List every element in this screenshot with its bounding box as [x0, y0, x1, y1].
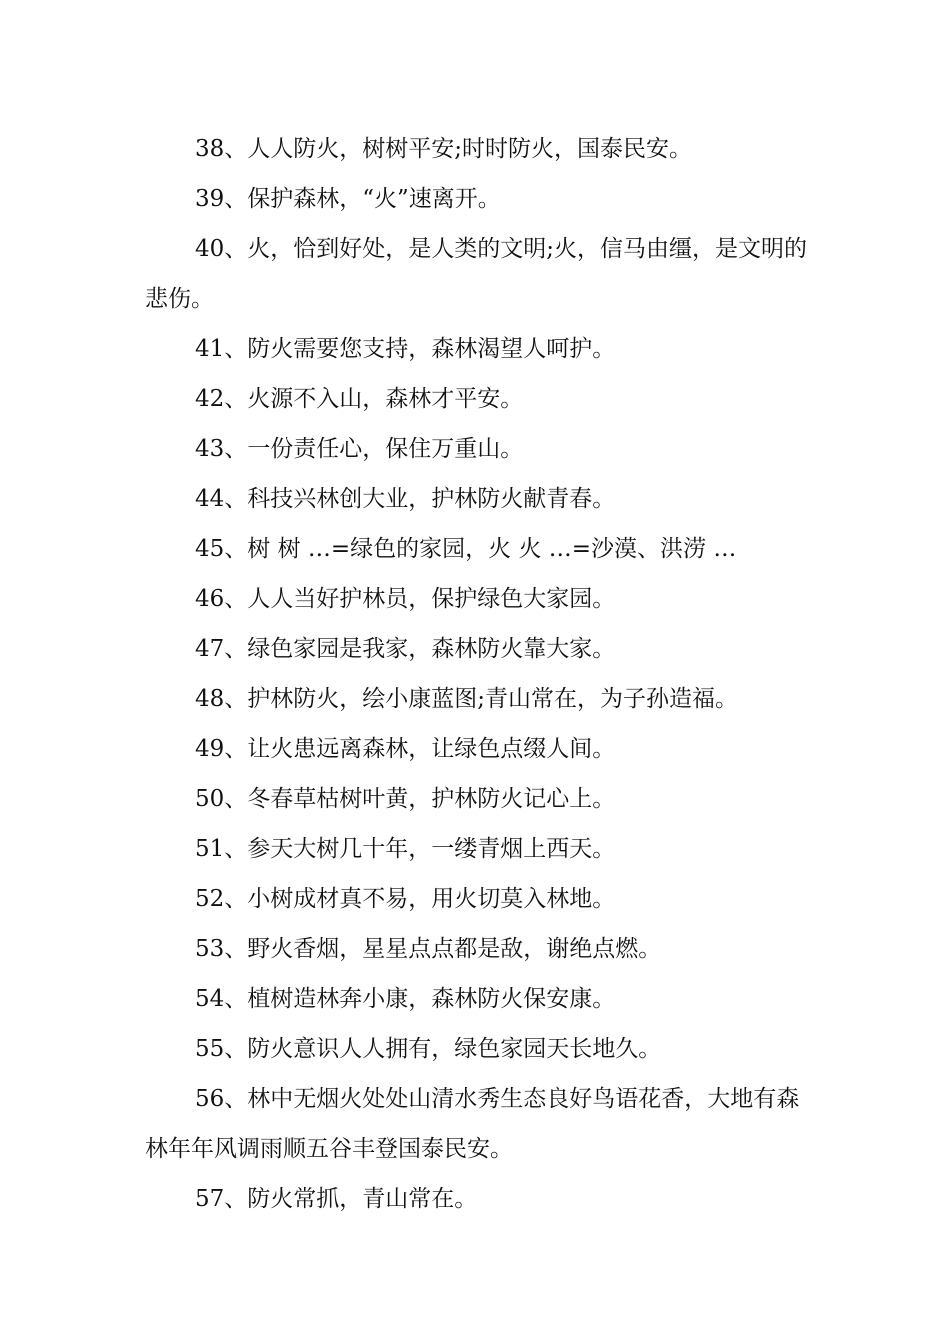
paragraph-48: 48、护林防火，绘小康蓝图;青山常在，为子孙造福。 — [195, 686, 739, 712]
paragraph-46: 46、人人当好护林员，保护绿色大家园。 — [195, 586, 616, 612]
paragraph-54: 54、植树造林奔小康，森林防火保安康。 — [195, 986, 616, 1012]
paragraph-51: 51、参天大树几十年，一缕青烟上西天。 — [195, 836, 616, 862]
paragraph-53: 53、野火香烟，星星点点都是敌，谢绝点燃。 — [195, 936, 662, 962]
paragraph-39: 39、保护森林，“火”速离开。 — [195, 186, 501, 212]
paragraph-42: 42、火源不入山，森林才平安。 — [195, 386, 524, 412]
paragraph-52: 52、小树成材真不易，用火切莫入林地。 — [195, 886, 616, 912]
document-body — [145, 124, 810, 1224]
paragraph-55: 55、防火意识人人拥有，绿色家园天长地久。 — [195, 1036, 662, 1062]
paragraph-41: 41、防火需要您支持，森林渴望人呵护。 — [195, 336, 616, 362]
paragraph-40: 40、火，恰到好处，是人类的文明;火，信马由缰，是文明的悲伤。 — [145, 236, 808, 312]
paragraph-49: 49、让火患远离森林，让绿色点缀人间。 — [195, 736, 616, 762]
paragraph-57: 57、防火常抓，青山常在。 — [195, 1186, 478, 1212]
paragraph-43: 43、一份责任心，保住万重山。 — [195, 436, 524, 462]
paragraph-47: 47、绿色家园是我家，森林防火靠大家。 — [195, 636, 616, 662]
paragraph-38: 38、人人防火，树树平安;时时防火，国泰民安。 — [195, 136, 693, 162]
paragraph-56: 56、林中无烟火处处山清水秀生态良好鸟语花香，大地有森林年年风调雨顺五谷丰登国泰民安。 — [145, 1086, 800, 1162]
paragraph-50: 50、冬春草枯树叶黄，护林防火记心上。 — [195, 786, 616, 812]
paragraph-44: 44、科技兴林创大业，护林防火献青春。 — [195, 486, 616, 512]
paragraph-45: 45、树 树 …=绿色的家园，火 火 …=沙漠、洪涝 … — [195, 536, 737, 562]
